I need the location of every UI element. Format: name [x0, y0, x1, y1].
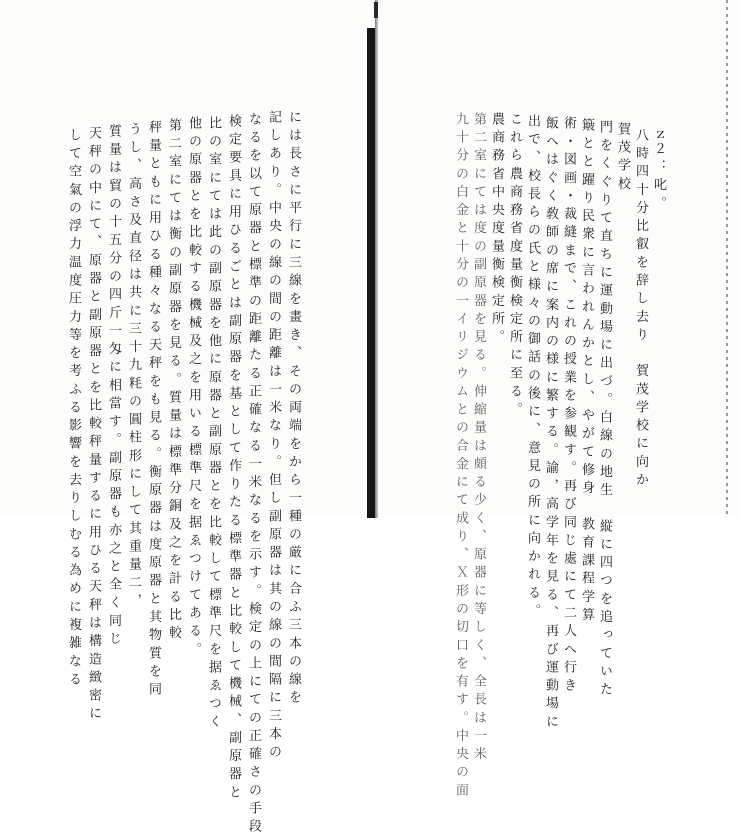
right-column-5: 簸 と と 躍 り 民 衆 に 言 わ れ ん か と し 、 や が て 修 身 教 育 課 程 学 算: [579, 118, 594, 622]
right-column-10: 農 商 務 省 中 央 度 量 衡 検 定 所 。: [489, 112, 504, 344]
right-column-6: 術 ・ 図 画 ・ 裁 縫 ま で 、 こ れ の 授 業 を 参 観 す 。 再 び 同 じ 處 に て 二 人 へ 行 き: [561, 116, 576, 692]
right-column-8: 出 で 、 校 長 ら の 氏 と 様 々 の 御 話 の 後 に 、 意 見 の 所 に 向 か れ る 。: [525, 114, 540, 618]
page-edge-marks: [726, 0, 728, 518]
left-column-2: 記 し あ り 。 中 央 の 線 の 間 の 距 離 は 一 米 な り 。 但 し 副 原 器 は 其 の 線 の 間 隔 に 三 本 の: [266, 110, 281, 759]
right-column-1: ｚ２ ： 叱 。: [651, 128, 666, 210]
left-column-12: し て 空 氣 の 浮 力 温 度 圧 力 等 を 考 ふ る 影 響 を 去 り し む る 為 め に 複 雑 な る: [66, 128, 81, 686]
right-column-9: こ れ ら 農 商 務 省 度 量 衡 検 定 所 に 至 る 。: [507, 112, 522, 416]
left-column-3: な る を 以 て 原 器 と 標 準 の 距 離 た る 正 確 な る 一 米 な る を 示 す 。 検 定 の 上 に て の 正 確 さ の 手 段: [246, 112, 261, 833]
left-column-1: に は 長 さ に 平 行 に 三 線 を 畫 き 、 そ の 両 端 を か ら 一 種 の 厳 に 合 ふ 三 本 の 線 を: [286, 110, 301, 704]
right-column-7: 飯 へ は ぐ く 敎 師 の 席 に 案 内 の 様 に 繁 す る 。 諭 ， 高 学 年 を 見 る 、 再 び 運 動 場 に: [543, 116, 558, 728]
right-column-4: 門 を く ぐ り て 直 ち に 運 動 場 に 出 づ 。 白 線 の 地 生 縦 に 四 つ を 追 っ て い た: [597, 120, 612, 696]
right-column-2: 八 時 四 十 分 比 叡 を 辞 し 去 り 賀 茂 学 校 に 向 か: [633, 128, 648, 487]
binding-gutter: [367, 28, 375, 518]
left-column-9: う し 、 高 さ 及 直 径 は 共 に 三 十 九 粍 の 圓 柱 形 に し て 其 重 量 二 ，: [126, 122, 141, 607]
left-column-7: 第 二 室 に て は 衡 の 副 原 器 を 見 る 。 質 量 は 標 準 分 銅 及 之 を 計 る 比 較: [166, 118, 181, 640]
right-column-3: 賀 茂 学 校: [615, 122, 630, 190]
left-column-8: 秤 量 と も に 用 ひ る 種 々 な る 天 秤 を も 見 る 。 衡 原 器 は 度 原 器 と 其 物 質 を 同: [146, 120, 161, 696]
right-page: [378, 0, 739, 797]
left-column-5: 比 の 室 に て は 此 の 副 原 器 を 他 に 原 器 と 副 原 器 と を 比 較 し て 標 準 尺 を 据 ゑ つ く: [206, 116, 221, 728]
right-column-11: 第 二 室 に て は 度 の 副 原 器 を 見 る 。 伸 縮 量 は 頗 る 少 く 、 原 器 に 等 し く 、 全 長 は 一 米: [471, 112, 486, 761]
left-page: [0, 0, 368, 833]
left-column-10: 質 量 は 貿 の 十 五 分 の 四 斤 一 匁 に 相 當 す 。 副 原 器 も 亦 之 と 全 く 同 じ: [106, 124, 121, 646]
left-column-6: 他 の 原 器 と を 比 較 す る 機 械 及 之 を 用 い る 標 準 尺 を 据 ゑ つ け て あ る 。: [186, 116, 201, 656]
right-column-12: 九 十 分 の 白 金 と 十 分 の 一 イ リ ジ ウ ム と の 合 金 に て 成 り 、 Ｘ 形 の 切 口 を 有 す 。 中 央 の 面: [453, 112, 468, 797]
left-column-11: 天 秤 の 中 に て 、 原 器 と 副 原 器 と を 比 較 秤 量 す る に 用 ひ る 天 秤 は 構 造 緻 密 に: [86, 126, 101, 720]
left-column-4: 検 定 要 具 に 用 ひ る ご と は 副 原 器 を 基 と し て 作 り た る 標 準 器 と 比 較 し て 機 械 、 副 原 器 と: [226, 114, 241, 799]
